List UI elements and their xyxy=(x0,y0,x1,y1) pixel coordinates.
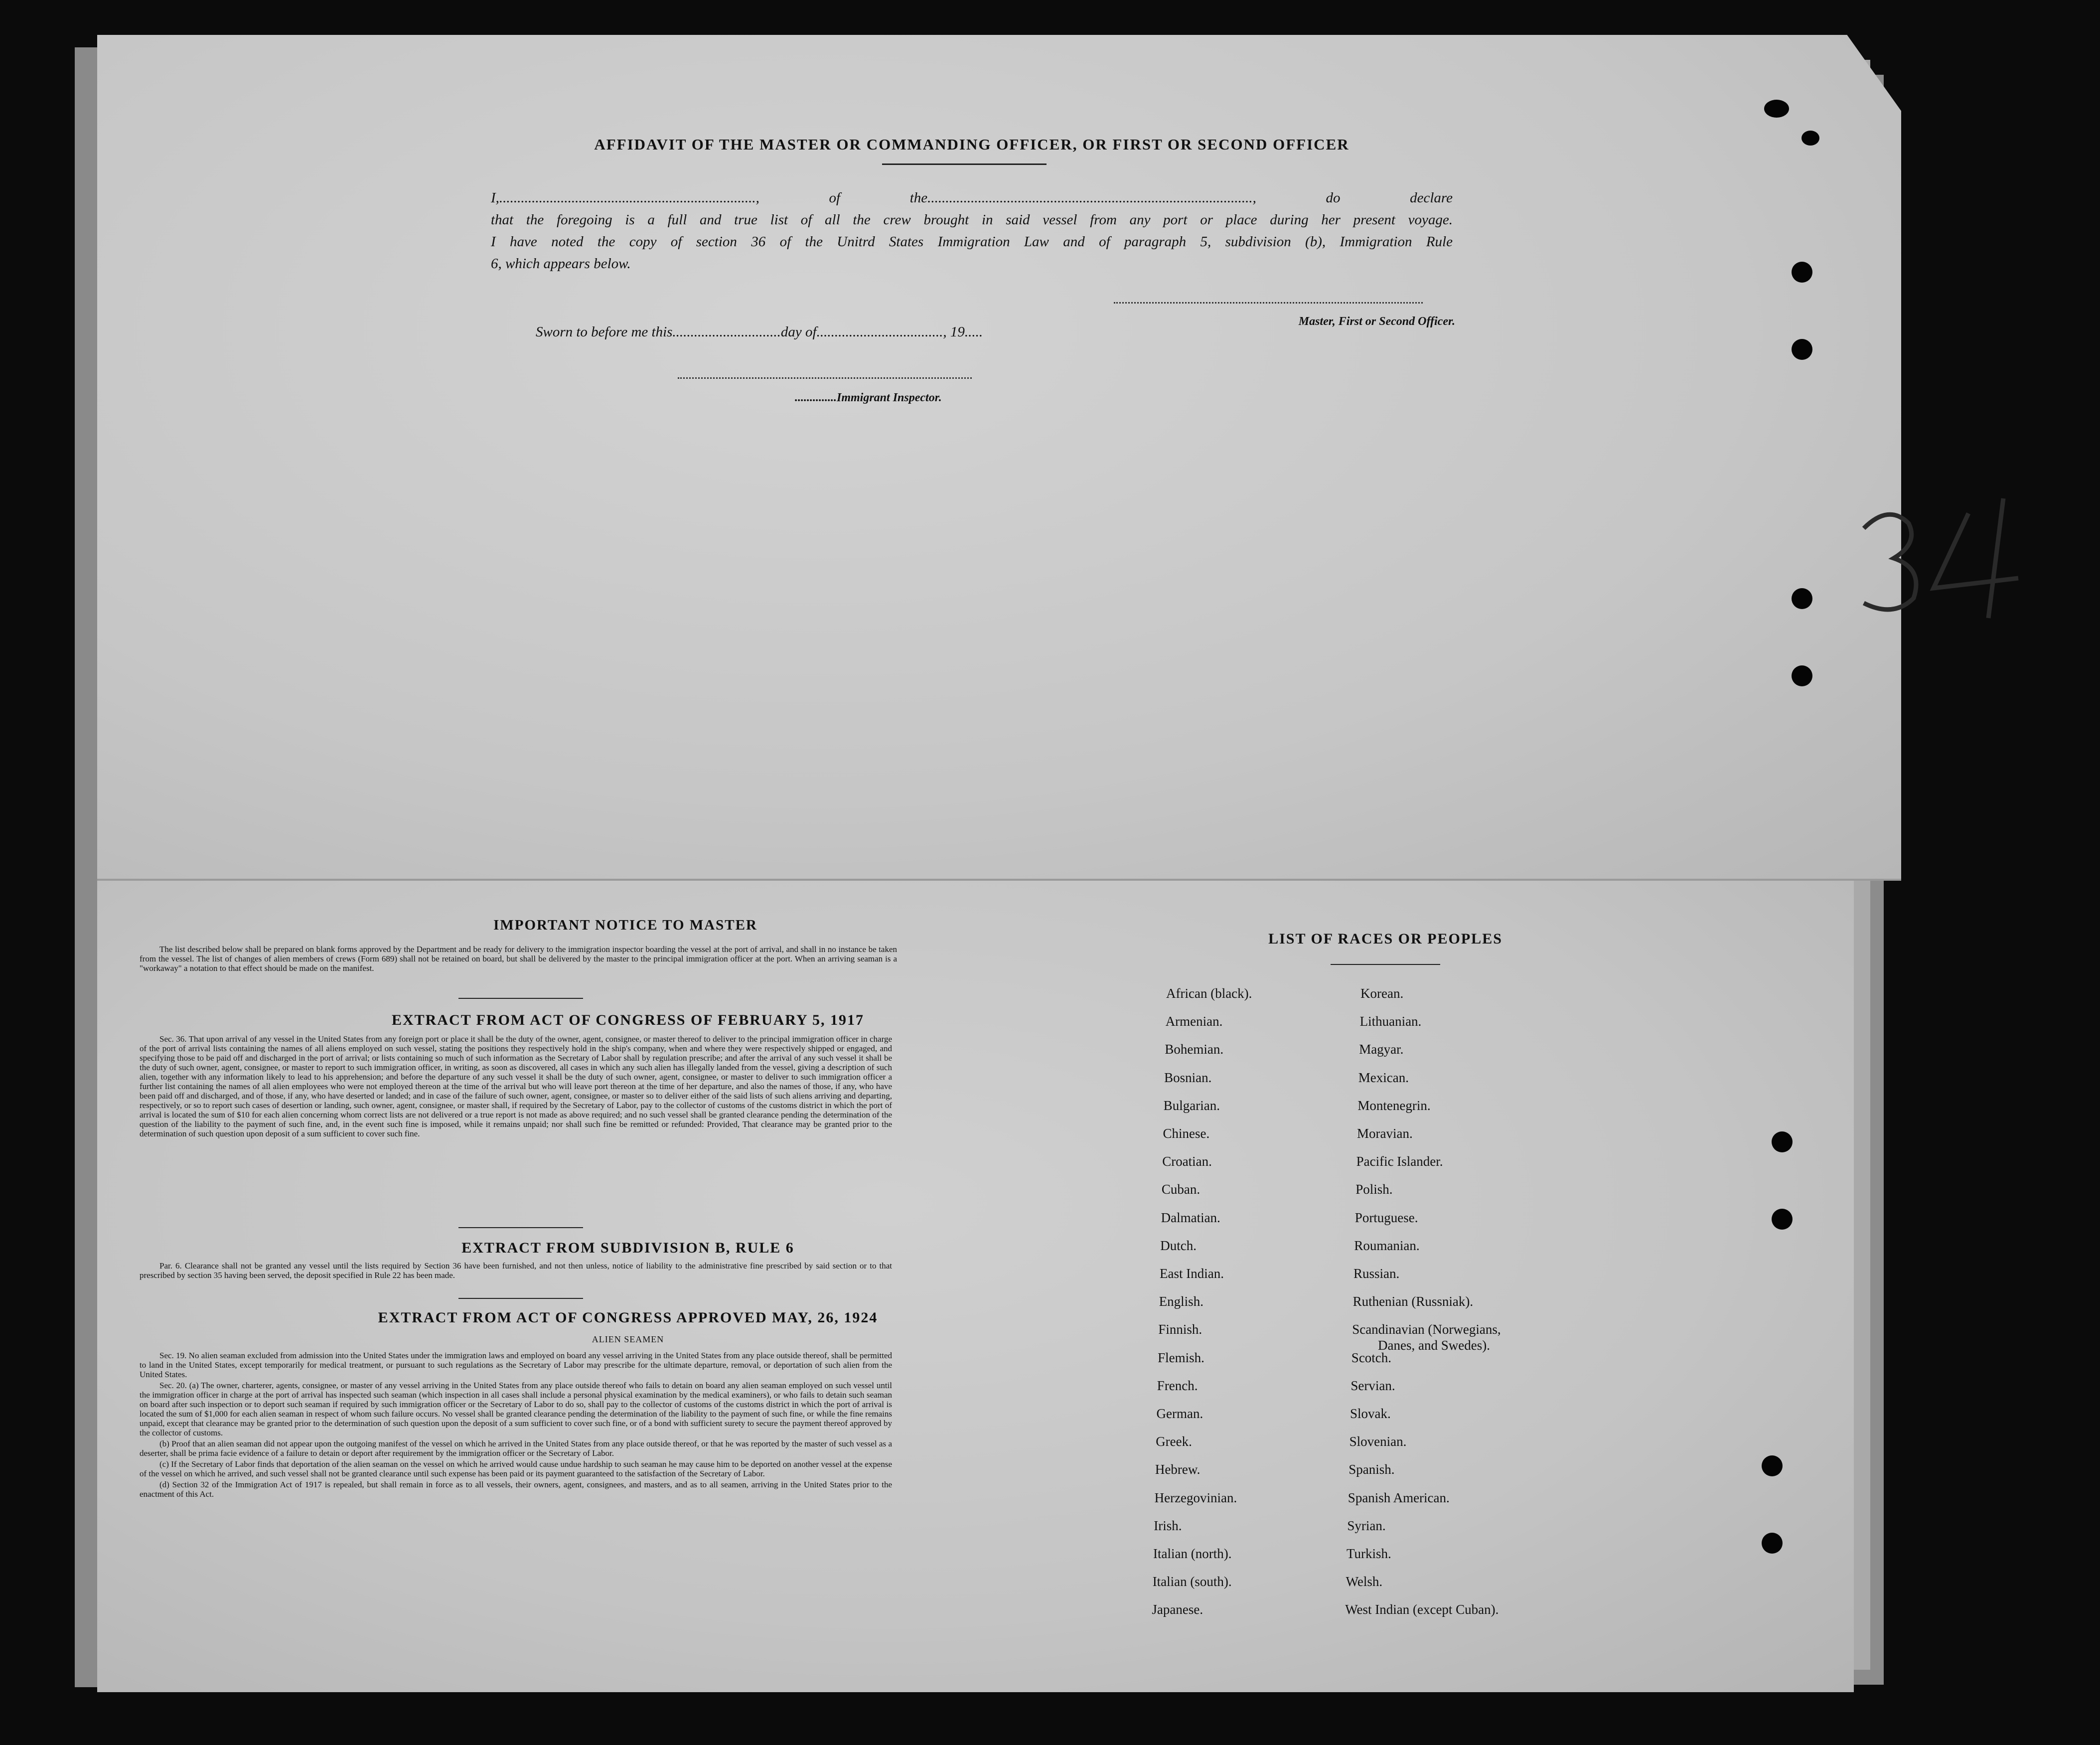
section-rule xyxy=(458,1227,583,1228)
notice-paragraph: The list described below shall be prepared on blank forms approved by the Department and be ready for delivery to the immigration inspector boarding the vessel at the port of arrival, and shall in no instance be taken from the vessel. The list of changes of alien members of crews (Form 689) shall not be retained on board, but shall be delivered by the master to the principal immigration officer at the port. When an arriving seaman is a "workaway" a notation to that effect should be made on the manifest. xyxy=(140,945,897,973)
race-entry: Pacific Islander. xyxy=(1356,1154,1443,1169)
race-entry: Irish. xyxy=(1154,1518,1182,1533)
race-entry: Portuguese. xyxy=(1354,1210,1418,1225)
extract-1917-body xyxy=(140,1034,892,1140)
declaration-line: I,......................................................................., of the.........................................................................................., do declare xyxy=(491,190,1453,206)
race-entry: English. xyxy=(1159,1294,1203,1309)
race-entry: Turkish. xyxy=(1347,1546,1391,1561)
extract-1924-body xyxy=(140,1351,892,1500)
declaration-line: that the foregoing is a full and true list of all the crew brought in said vessel from any port or place during her present voyage. xyxy=(491,212,1453,228)
race-entry: Cuban. xyxy=(1161,1182,1200,1197)
race-entry: Magyar. xyxy=(1359,1042,1404,1057)
race-entry: Italian (north). xyxy=(1153,1546,1232,1561)
section-rule xyxy=(458,998,583,999)
race-entry: Spanish American. xyxy=(1348,1490,1450,1505)
punch-hole xyxy=(1762,1533,1783,1554)
notice-body xyxy=(140,945,897,974)
race-entry: French. xyxy=(1157,1378,1198,1393)
extract-1924-subtitle: ALIEN SEAMEN xyxy=(592,1334,664,1344)
extract-1924-title: EXTRACT FROM ACT OF CONGRESS APPROVED MAY, 26, 1924 xyxy=(378,1309,878,1326)
race-entry: Spanish. xyxy=(1349,1462,1395,1477)
race-entry: Croatian. xyxy=(1162,1154,1212,1169)
inspector-signature-line[interactable] xyxy=(678,377,972,379)
race-entry: Ruthenian (Russniak). xyxy=(1352,1294,1474,1309)
punch-hole xyxy=(1772,1209,1793,1230)
race-entry: Russian. xyxy=(1353,1266,1400,1281)
race-entry: Welsh. xyxy=(1346,1574,1383,1589)
extract-paragraph: Sec. 36. That upon arrival of any vessel in the United States from any foreign port or place it shall be the duty of the owner, agent, consignee, or master thereof to deliver to the principal immigration officer in charge of the port of arrival lists containing the names of all aliens employed on such vessel, stating the positions they respectively hold in the ship's company, when and where they were respectively shipped or engaged, and specifying those to be paid off and discharged in the port of arrival; or lists containing so much of such information as the Secretary of Labor shall by regulation prescribe; and after the arrival of any such vessel it shall be the duty of such owner, agent, consignee, or master to report to such immigration officer, in writing, as soon as discovered, all cases in which any such alien has illegally landed from the vessel, giving a description of such alien, together with any information likely to lead to his apprehension; and before the departure of any such vessel it shall be the duty of such owner, agent, consignee, or master to deliver to such immigration officer a further list containing the names of all alien employees who were not employed thereon at the time of the arrival but who will leave port thereon at the time of her departure, and also the names of those, if any, who have been paid off and discharged, and of those, if any, who have deserted or landed; and in case of the failure of such owner, agent, consignee, or master so to deliver either of the said lists of such aliens arriving and departing, respectively, or so to report such cases of desertion or landing, such owner, agent, consignee, or master shall, if required by the Secretary of Labor, pay to the collector of customs of the customs district in which the port of arrival is located the sum of $10 for each alien concerning whom correct lists are not delivered or a true report is not made as above required; and no such vessel shall be granted clearance pending the determination of the question of the liability to the payment of such fine, and, in the event such fine is imposed, while it remains unpaid; nor shall such fine be remitted or refunded: Provided, That clearance may be granted prior to the determination of such question upon deposit of a sum sufficient to cover such fine. xyxy=(140,1034,892,1138)
declaration-line: 6, which appears below. xyxy=(491,256,631,272)
torn-corner-mark xyxy=(1801,131,1819,146)
title-rule xyxy=(882,163,1047,165)
race-entry: Moravian. xyxy=(1357,1126,1413,1141)
race-entry: East Indian. xyxy=(1160,1266,1224,1281)
form-lower-half xyxy=(97,880,1854,1692)
race-entry: Mexican. xyxy=(1358,1070,1409,1085)
race-entry: Herzegovinian. xyxy=(1154,1490,1237,1505)
race-entry: German. xyxy=(1156,1406,1203,1421)
affidavit-declaration xyxy=(491,187,1453,275)
extract-paragraph: (d) Section 32 of the Immigration Act of 1917 is repealed, but shall remain in force as to all vessels, their owners, agent, consignees, and masters, and as to all seamen, arriving in the United States prior to the enactment of this Act. xyxy=(140,1480,892,1499)
extract-paragraph: Par. 6. Clearance shall not be granted any vessel until the lists required by Section 36 have been furnished, and not then unless, notice of liability to the administrative fine prescribed by said section or to that prescribed by section 35 having been served, the deposit specified in Rule 22 has been made. xyxy=(140,1261,892,1280)
race-entry: Roumanian. xyxy=(1354,1238,1420,1253)
race-entry: Scandinavian (Norwegians, xyxy=(1352,1322,1501,1337)
race-entry: Greek. xyxy=(1156,1434,1192,1449)
fold-line xyxy=(97,879,1901,881)
race-entry: African (black). xyxy=(1166,986,1252,1001)
form-upper-half xyxy=(97,35,1901,880)
race-entry: Bosnian. xyxy=(1164,1070,1212,1085)
punch-hole xyxy=(1772,1131,1793,1152)
race-entry: West Indian (except Cuban). xyxy=(1345,1602,1499,1617)
extract-paragraph: Sec. 19. No alien seaman excluded from admission into the United States under the immigration laws and employed on board any vessel arriving in the United States from any place outside thereof, shall be permitted to land in the United States, except temporarily for medical treatment, or pursuant to such regulations as the Secretary of Labor may prescribe for the ultimate departure, removal, or deportation of such alien from the United States. xyxy=(140,1351,892,1379)
punch-hole xyxy=(1792,262,1812,283)
race-entry: Italian (south). xyxy=(1152,1574,1232,1589)
inspector-signature-label: ..............Immigrant Inspector. xyxy=(795,391,942,404)
punch-hole xyxy=(1792,588,1812,609)
race-entry: Scotch. xyxy=(1351,1350,1392,1365)
punch-hole xyxy=(1792,665,1812,686)
extract-paragraph: (b) Proof that an alien seaman did not appear upon the outgoing manifest of the vessel on which he arrived in the United States from any place outside thereof, or that he was reported by the master of such vessel as a deserter, shall be prima facie evidence of a failure to detain or deport after requirement by the immigration officer or the Secretary of Labor. xyxy=(140,1439,892,1458)
race-entry: Japanese. xyxy=(1152,1602,1203,1617)
race-entry: Chinese. xyxy=(1163,1126,1210,1141)
declaration-line: I have noted the copy of section 36 of the Unitrd States Immigration Law and of paragraph 5, subdivision (b), Immigration Rule xyxy=(491,234,1453,250)
torn-corner-mark xyxy=(1764,100,1789,118)
handwritten-number-34 xyxy=(1854,493,2063,623)
race-entry: Finnish. xyxy=(1158,1322,1202,1337)
race-entry: Servian. xyxy=(1350,1378,1395,1393)
race-entry: Slovenian. xyxy=(1349,1434,1407,1449)
race-entry: Hebrew. xyxy=(1155,1462,1200,1477)
extract-rule6-title: EXTRACT FROM SUBDIVISION B, RULE 6 xyxy=(461,1240,794,1256)
race-entry: Armenian. xyxy=(1165,1014,1223,1029)
race-entry: Lithuanian. xyxy=(1359,1014,1422,1029)
extract-paragraph: (c) If the Secretary of Labor finds that deportation of the alien seaman on the vessel on which he arrived would cause undue hardship to such seaman he may cause him to be deported on another vessel at the expense of the vessel on which he arrived, and such vessel shall not be granted clearance until such expense has been paid or its payment guaranteed to the satisfaction of the Secretary of Labor. xyxy=(140,1459,892,1478)
section-rule xyxy=(458,1298,583,1299)
master-signature-label: Master, First or Second Officer. xyxy=(1298,315,1455,328)
notice-title: IMPORTANT NOTICE TO MASTER xyxy=(493,917,757,933)
extract-rule6-body xyxy=(140,1261,892,1281)
punch-hole xyxy=(1792,339,1812,360)
race-entry: Dalmatian. xyxy=(1161,1210,1220,1225)
master-signature-line[interactable] xyxy=(1114,302,1423,304)
race-entry: Dutch. xyxy=(1160,1238,1197,1253)
race-entry: Montenegrin. xyxy=(1357,1098,1431,1113)
affidavit-title: AFFIDAVIT OF THE MASTER OR COMMANDING OFFICER, OR FIRST OR SECOND OFFICER xyxy=(594,136,1350,153)
extract-paragraph: Sec. 20. (a) The owner, charterer, agents, consignee, or master of any vessel arriving in the United States from any place outside thereof who fails to detain on board any alien seaman employed on such vessel until the immigration officer in charge at the port of arrival has inspected such seaman (which inspection in all cases shall include a personal physical examination by the medical examiners), or who fails to detain such seaman on board after such inspection or to deport such seaman if required by such immigration officer or the Secretary of Labor to do so, shall pay to the collector of customs of the customs district in which the port of arrival is located the sum of $1,000 for each alien seaman in respect of whom such failure occurs. No vessel shall be granted clearance pending the determination of the liability to the payment of such fine, or while the fine remains unpaid, except that clearance may be granted prior to the determination of such question upon the deposit of a sum sufficient to cover such fine, or of a bond with sufficient surety to secure the payment thereof approved by the collector of customs. xyxy=(140,1381,892,1437)
races-title-rule xyxy=(1331,964,1440,965)
punch-hole xyxy=(1762,1455,1783,1476)
sworn-statement: Sworn to before me this..............................day of..................................., 19..... xyxy=(536,324,983,340)
race-entry: Syrian. xyxy=(1347,1518,1386,1533)
race-entry: Flemish. xyxy=(1158,1350,1204,1365)
race-entry: Slovak. xyxy=(1350,1406,1391,1421)
races-list-title: LIST OF RACES OR PEOPLES xyxy=(1268,931,1502,947)
race-entry: Bulgarian. xyxy=(1163,1098,1220,1113)
extract-1917-title: EXTRACT FROM ACT OF CONGRESS OF FEBRUARY 5, 1917 xyxy=(391,1012,865,1028)
race-entry: Polish. xyxy=(1355,1182,1393,1197)
race-entry-continuation: Danes, and Swedes). xyxy=(1378,1338,1490,1353)
race-entry: Bohemian. xyxy=(1165,1042,1224,1057)
race-entry: Korean. xyxy=(1360,986,1404,1001)
